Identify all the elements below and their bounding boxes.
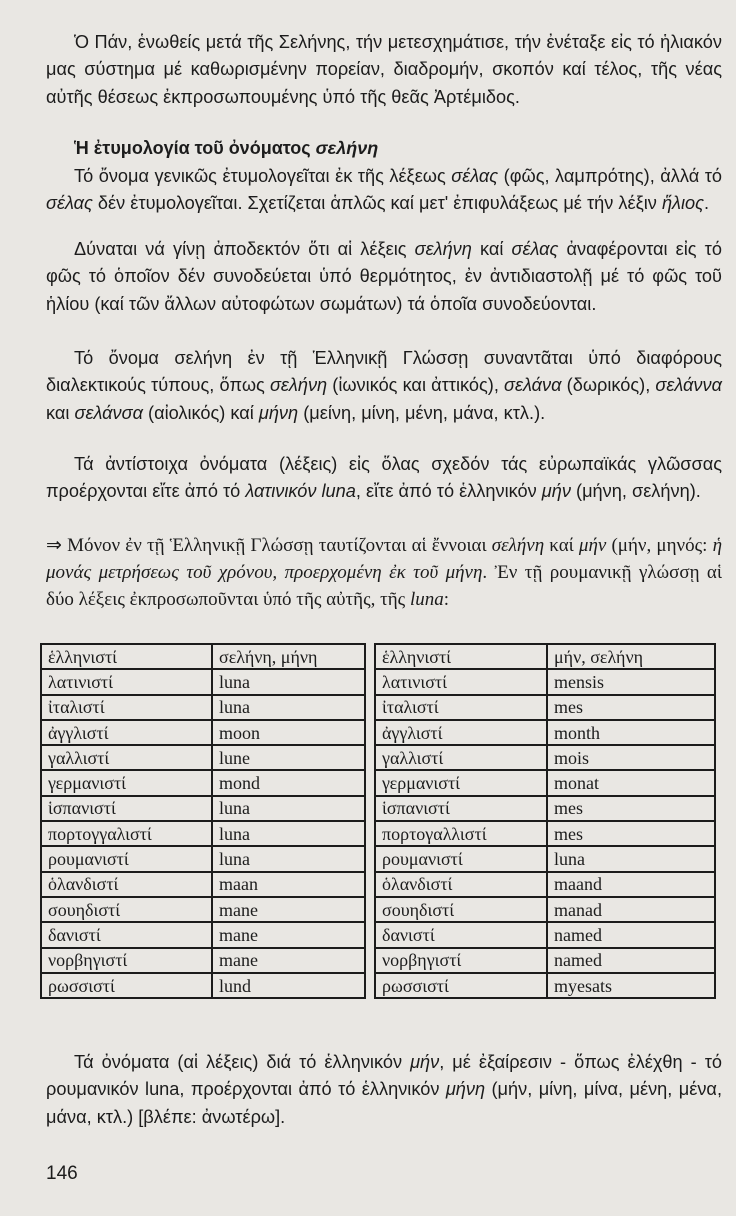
italic-term: μήν (541, 481, 571, 502)
italic-term: σελήνη (414, 239, 472, 259)
text-span: , εἴτε ἀπό τό ἑλληνικόν (355, 481, 542, 502)
italic-term: ἡ μονάς μετρήσεως τοῦ χρόνου, προερχομένη ἐκ τοῦ μήνη (46, 535, 723, 583)
table-row (41, 669, 365, 694)
word-cell: mes (547, 821, 715, 846)
paragraph-etymology (46, 163, 722, 218)
language-cell: ἱσπανιστί (41, 796, 212, 821)
text-span: (μείνη, μίνη, μένη, μάνα, κτλ.). (298, 402, 546, 423)
table-row (375, 695, 715, 720)
italic-term: μήν (410, 1052, 440, 1072)
text-span: (φῶς, λαμπρότης), ἀλλά τό (498, 166, 723, 186)
language-cell: λατινιστί (41, 669, 212, 694)
text-span: : (443, 589, 450, 610)
word-cell: mes (547, 796, 715, 821)
word-cell: luna (212, 846, 365, 871)
page-number: 146 (46, 1163, 78, 1184)
language-cell: ρωσσιστί (375, 973, 547, 998)
language-cell: ρουμανιστί (375, 846, 547, 871)
language-cell: δανιστί (375, 922, 547, 947)
table-row (41, 897, 365, 922)
table-row (41, 745, 365, 770)
table-header-cell: σελήνη, μήνη (212, 644, 365, 669)
table-row (375, 948, 715, 973)
language-cell: ἀγγλιστί (375, 720, 547, 745)
table-row (375, 872, 715, 897)
text-span: καί (544, 535, 579, 556)
language-cell: γαλλιστί (41, 745, 212, 770)
text-span: Μόνον ἐν τῇ Ἑλληνικῇ Γλώσσῃ ταυτίζονται αἱ ἔννοιαι (61, 535, 492, 556)
italic-term: μήν (578, 535, 607, 556)
table-row (41, 948, 365, 973)
text-span: (δωρικός), (561, 375, 656, 396)
paragraph-dialects (46, 345, 722, 427)
table-row (41, 846, 365, 871)
word-cell: mond (212, 770, 365, 795)
paragraph-light (46, 236, 722, 318)
italic-term: σελάνσα (74, 402, 143, 423)
text-span: (μήνη, σελήνη). (570, 481, 701, 502)
language-cell: ἱσπανιστί (375, 796, 547, 821)
word-cell: mes (547, 695, 715, 720)
paragraph-european (46, 451, 722, 506)
language-cell: δανιστί (41, 922, 212, 947)
language-cell: λατινιστί (375, 669, 547, 694)
language-cell: σουηδιστί (375, 897, 547, 922)
table-row (375, 897, 715, 922)
table-header-cell: μήν, σελήνη (547, 644, 715, 669)
italic-term: μήνη (258, 402, 299, 423)
language-cell: ὁλανδιστί (375, 872, 547, 897)
table-row (41, 770, 365, 795)
language-cell: σουηδιστί (41, 897, 212, 922)
word-cell: lune (212, 745, 365, 770)
table-row (41, 720, 365, 745)
language-cell: ρουμανιστί (41, 846, 212, 871)
month-names-table (374, 643, 716, 999)
word-cell: luna (212, 695, 365, 720)
table-row (375, 669, 715, 694)
table-header-row (41, 644, 365, 669)
italic-term: ἥλιος (661, 193, 705, 214)
language-cell: πορτογγαλιστί (41, 821, 212, 846)
word-cell: myesats (547, 973, 715, 998)
table-row (375, 973, 715, 998)
language-cell: ἰταλιστί (41, 695, 212, 720)
word-cell: manad (547, 897, 715, 922)
text-span: Τό ὄνομα σελήνη ἐν τῇ Ἑλληνικῇ Γλώσσῃ συναντᾶται ὑπό διαφόρους διαλεκτικούς τύπους, ὅπως (46, 348, 722, 396)
language-cell: νορβηγιστί (41, 948, 212, 973)
language-cell: ἰταλιστί (375, 695, 547, 720)
table-row (375, 796, 715, 821)
text-span: (ἰωνικός και ἀττικός), (327, 375, 505, 396)
text-span: ἀναφέρονται εἰς τό φῶς τό ὁποῖον δέν συνοδεύεται ὑπό θερμότητος, ἐν ἀντιδιαστολῇ μέ τό φῶς τοῦ ἡλίου (καί τῶν ἄλλων αὐτοφώτων σωμάτων) τά ὁποῖα συνοδεύονται. (46, 239, 722, 314)
text-span: (μήν, μηνός: (606, 535, 713, 556)
table-row (41, 695, 365, 720)
word-cell: named (547, 922, 715, 947)
table-header-cell: ἑλληνιστί (375, 644, 547, 669)
language-cell: πορτογαλλιστί (375, 821, 547, 846)
table-row (41, 796, 365, 821)
table-row (41, 821, 365, 846)
table-row (375, 720, 715, 745)
text-span: , μέ ἐξαίρεσιν - ὅπως ἐλέχθη - τό ρουμανικόν luna, προέρχονται ἀπό τό ἑλληνικόν (46, 1052, 722, 1100)
word-cell: mois (547, 745, 715, 770)
word-cell: mane (212, 922, 365, 947)
word-cell: moon (212, 720, 365, 745)
table-body (375, 669, 715, 998)
text-span: δέν ἐτυμολογεῖται. Σχετίζεται ἁπλῶς καί μετ' ἐπιφυλάξεως μέ τήν λέξιν (92, 193, 662, 214)
text-span: Τά ἀντίστοιχα ὀνόματα (λέξεις) εἰς ὅλας σχεδόν τάς εὐρωπαϊκάς γλῶσσας προέρχονται εἴτε ἀπό τό (46, 454, 722, 502)
word-cell: monat (547, 770, 715, 795)
table-row (41, 973, 365, 998)
heading-term: σελήνη (315, 138, 379, 158)
word-cell: luna (212, 669, 365, 694)
italic-term: σελάνα (504, 375, 562, 396)
word-cell: mensis (547, 669, 715, 694)
language-cell: ρωσσιστί (41, 973, 212, 998)
table-row (375, 770, 715, 795)
italic-term: σέλας (46, 193, 93, 214)
word-cell: named (547, 948, 715, 973)
text-span: (αἰολικός) καί (142, 402, 259, 423)
italic-term: σελήνη (269, 375, 328, 396)
text-span: (μήν, μίνη, μίνα, μένη, μένα, μάνα, κτλ.) [βλέπε: ἀνωτέρω]. (46, 1079, 722, 1127)
italic-term: σέλας (511, 239, 559, 259)
table-row (375, 745, 715, 770)
table-row (375, 846, 715, 871)
table-body (41, 669, 365, 998)
language-cell: γερμανιστί (41, 770, 212, 795)
table-row (41, 922, 365, 947)
language-cell: νορβηγιστί (375, 948, 547, 973)
word-cell: maan (212, 872, 365, 897)
word-cell: mane (212, 897, 365, 922)
text-span: Τά ὀνόματα (αἱ λέξεις) διά τό ἑλληνικόν (74, 1052, 411, 1072)
italic-term: σελήνη (491, 535, 545, 556)
arrow-icon: ⇒ (46, 535, 62, 556)
word-cell: lund (212, 973, 365, 998)
italic-term: σελάννα (655, 375, 722, 396)
italic-term: luna (409, 589, 444, 610)
table-row (375, 922, 715, 947)
italic-term: σέλας (451, 166, 499, 186)
italic-term: μήνη (445, 1079, 486, 1100)
word-cell: luna (212, 796, 365, 821)
italic-term: λατινικόν luna (245, 481, 356, 502)
language-cell: ὁλανδιστί (41, 872, 212, 897)
closing-paragraph (46, 1049, 722, 1131)
text-span: . Ἐν τῇ ρουμανικῇ γλώσσῃ αἱ δύο λέξεις ἐκπροσωποῦνται ὑπό τῆς αὐτῆς, τῆς (46, 562, 722, 610)
intro-paragraph (46, 29, 722, 111)
language-cell: γαλλιστί (375, 745, 547, 770)
table-header-row (375, 644, 715, 669)
table-row (41, 872, 365, 897)
section-heading (74, 136, 378, 160)
note-paragraph (46, 532, 722, 613)
text-span: Δύναται νά γίνῃ ἀποδεκτόν ὅτι αἱ λέξεις (74, 239, 415, 259)
heading-prefix: Ἡ ἐτυμολογία τοῦ ὀνόματος (74, 138, 311, 158)
text-span: . (704, 193, 710, 214)
word-cell: maand (547, 872, 715, 897)
word-cell: luna (212, 821, 365, 846)
language-cell: ἀγγλιστί (41, 720, 212, 745)
word-cell: luna (547, 846, 715, 871)
language-cell: γερμανιστί (375, 770, 547, 795)
moon-names-table (40, 643, 366, 999)
table-header-cell: ἑλληνιστί (41, 644, 212, 669)
text-span: καί (471, 239, 512, 259)
table-row (375, 821, 715, 846)
intro-text: Ὁ Πάν, ἑνωθείς μετά τῆς Σελήνης, τήν μετεσχημάτισε, τήν ἐνέταξε εἰς τό ἡλιακόν μας σύστημα μέ καθωρισμένην πορείαν, διαδρομήν, σκοπόν καί τέλος, τῆς νέας αὐτῆς θέσεως ἐκπροσωπουμένης ὑπό τῆς θεᾶς Ἀρτέμιδος. (46, 32, 722, 107)
word-cell: month (547, 720, 715, 745)
text-span: Τό ὄνομα γενικῶς ἐτυμολογεῖται ἐκ τῆς λέξεως (74, 166, 452, 186)
text-span: και (46, 402, 75, 423)
word-cell: mane (212, 948, 365, 973)
